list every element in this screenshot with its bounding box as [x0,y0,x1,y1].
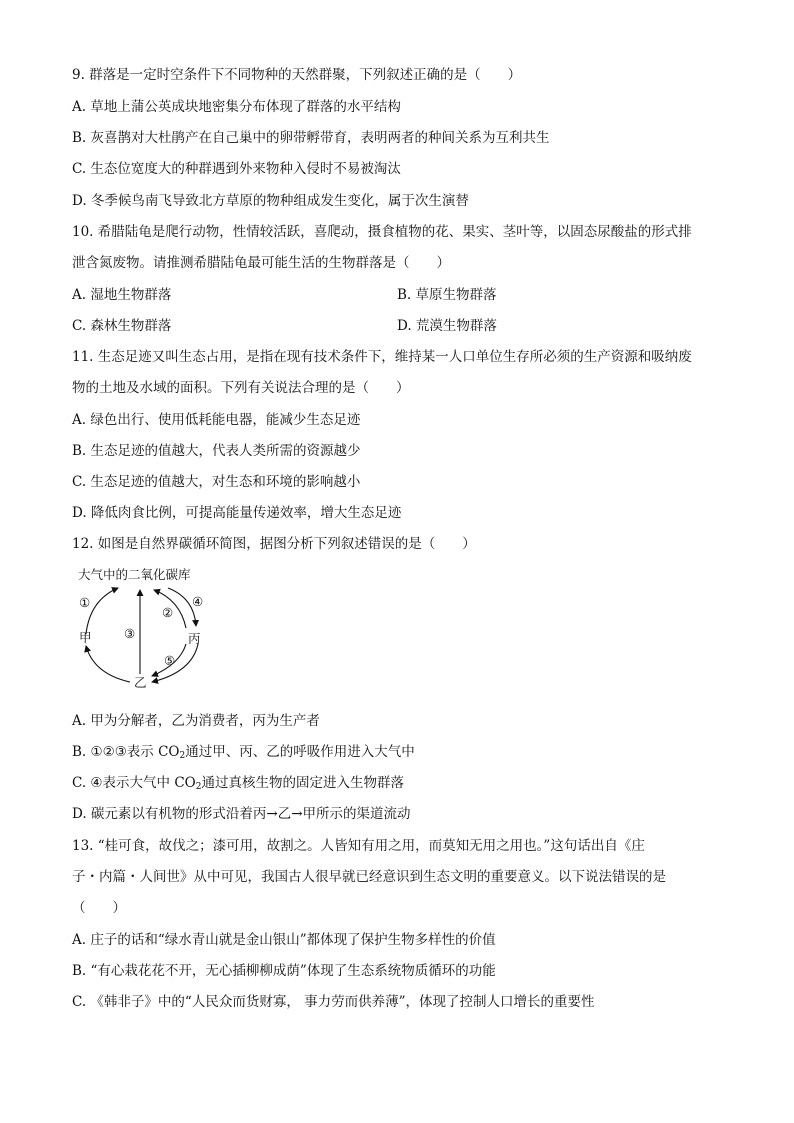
q10-option-b: B. 草原生物群落 [397,287,497,303]
q11-option-a: A. 绿色出行、使用低耗能电器，能减少生态足迹 [72,412,361,428]
label-1: ① [79,595,91,610]
q9-option-b: B. 灰喜鹊对大杜鹃产在自己巢中的卵带孵带育，表明两者的种间关系为互利共生 [72,130,550,146]
q11-stem-line1: 11. 生态足迹又叫生态占用，是指在现有技术条件下，维持某一人口单位生存所必须的生产资源和吸纳废 [72,349,692,365]
q12-option-a: A. 甲为分解者，乙为消费者，丙为生产者 [72,713,320,729]
q13-option-a: A. 庄子的话和“绿水青山就是金山银山”都体现了保护生物多样性的价值 [72,932,496,948]
diagram-title: 大气中的二氧化碳库 [78,567,191,582]
q12-stem: 12. 如图是自然界碳循环简图，据图分析下列叙述错误的是（ ） [72,536,476,552]
q10-option-d: D. 荒漠生物群落 [397,318,497,334]
label-2: ② [162,605,174,620]
q9-option-a: A. 草地上蒲公英成块地密集分布体现了群落的水平结构 [72,99,401,115]
q10-stem-line1: 10. 希腊陆龟是爬行动物，性情较活跃，喜爬动，摄食植物的花、果实、茎叶等，以固态尿酸盐的形式排 [72,224,692,240]
node-yi: 乙 [134,675,147,690]
carbon-cycle-diagram [68,564,218,698]
q10-option-c: C. 森林生物群落 [72,318,172,334]
node-bing: 丙 [188,631,201,646]
node-jia: 甲 [79,630,92,645]
q9-stem: 9. 群落是一定时空条件下不同物种的天然群聚，下列叙述正确的是（ ） [72,67,522,83]
q11-stem-line2: 物的土地及水域的面积。下列有关说法合理的是（ ） [72,380,410,396]
q13-stem-line2: 子・内篇・人间世》从中可见，我国古人很早就已经意识到生态文明的重要意义。以下说法错误的是 [72,869,666,885]
q12-option-b: B. ①②③表示 $CO_2$通过甲、丙、乙的呼吸作用进入大气中 [72,744,415,761]
label-4: ④ [192,594,204,609]
q13-option-c: C. 《韩非子》中的“人民众而货财寡， 事力劳而供养薄”，体现了控制人口增长的重要性 [72,994,595,1010]
q12-option-c: C. ④表示大气中 $CO_2$通过真核生物的固定进入生物群落 [72,775,404,792]
arrow-1 [86,588,118,634]
q10-option-a: A. 湿地生物群落 [72,287,172,303]
label-3: ③ [124,626,136,641]
q11-option-c: C. 生态足迹的值越大，对生态和环境的影响越小 [72,474,361,490]
q9-option-c: C. 生态位宽度大的种群遇到外来物种入侵时不易被淘汰 [72,161,401,177]
arrow-yi-to-jia [86,646,130,682]
q13-option-b: B. “有心栽花花不开，无心插柳柳成荫”体现了生态系统物质循环的功能 [72,963,496,979]
q11-option-b: B. 生态足迹的值越大，代表人类所需的资源越少 [72,443,361,459]
q11-option-d: D. 降低肉食比例，可提高能量传递效率，增大生态足迹 [72,505,402,521]
q13-stem-line1: 13. “桂可食，故伐之；漆可用，故割之。人皆知有用之用，而莫知无用之用也。”这句话出自《庄 [72,838,645,854]
label-5: ⑤ [164,653,176,668]
q12-option-d: D. 碳元素以有机物的形式沿着丙→乙→甲所示的渠道流动 [72,806,411,822]
q10-stem-line2: 泄含氮废物。请推测希腊陆龟最可能生活的生物群落是（ ） [72,255,450,271]
q13-stem-line3: （ ） [72,900,126,916]
q9-option-d: D. 冬季候鸟南飞导致北方草原的物种组成发生变化，属于次生演替 [72,193,469,209]
